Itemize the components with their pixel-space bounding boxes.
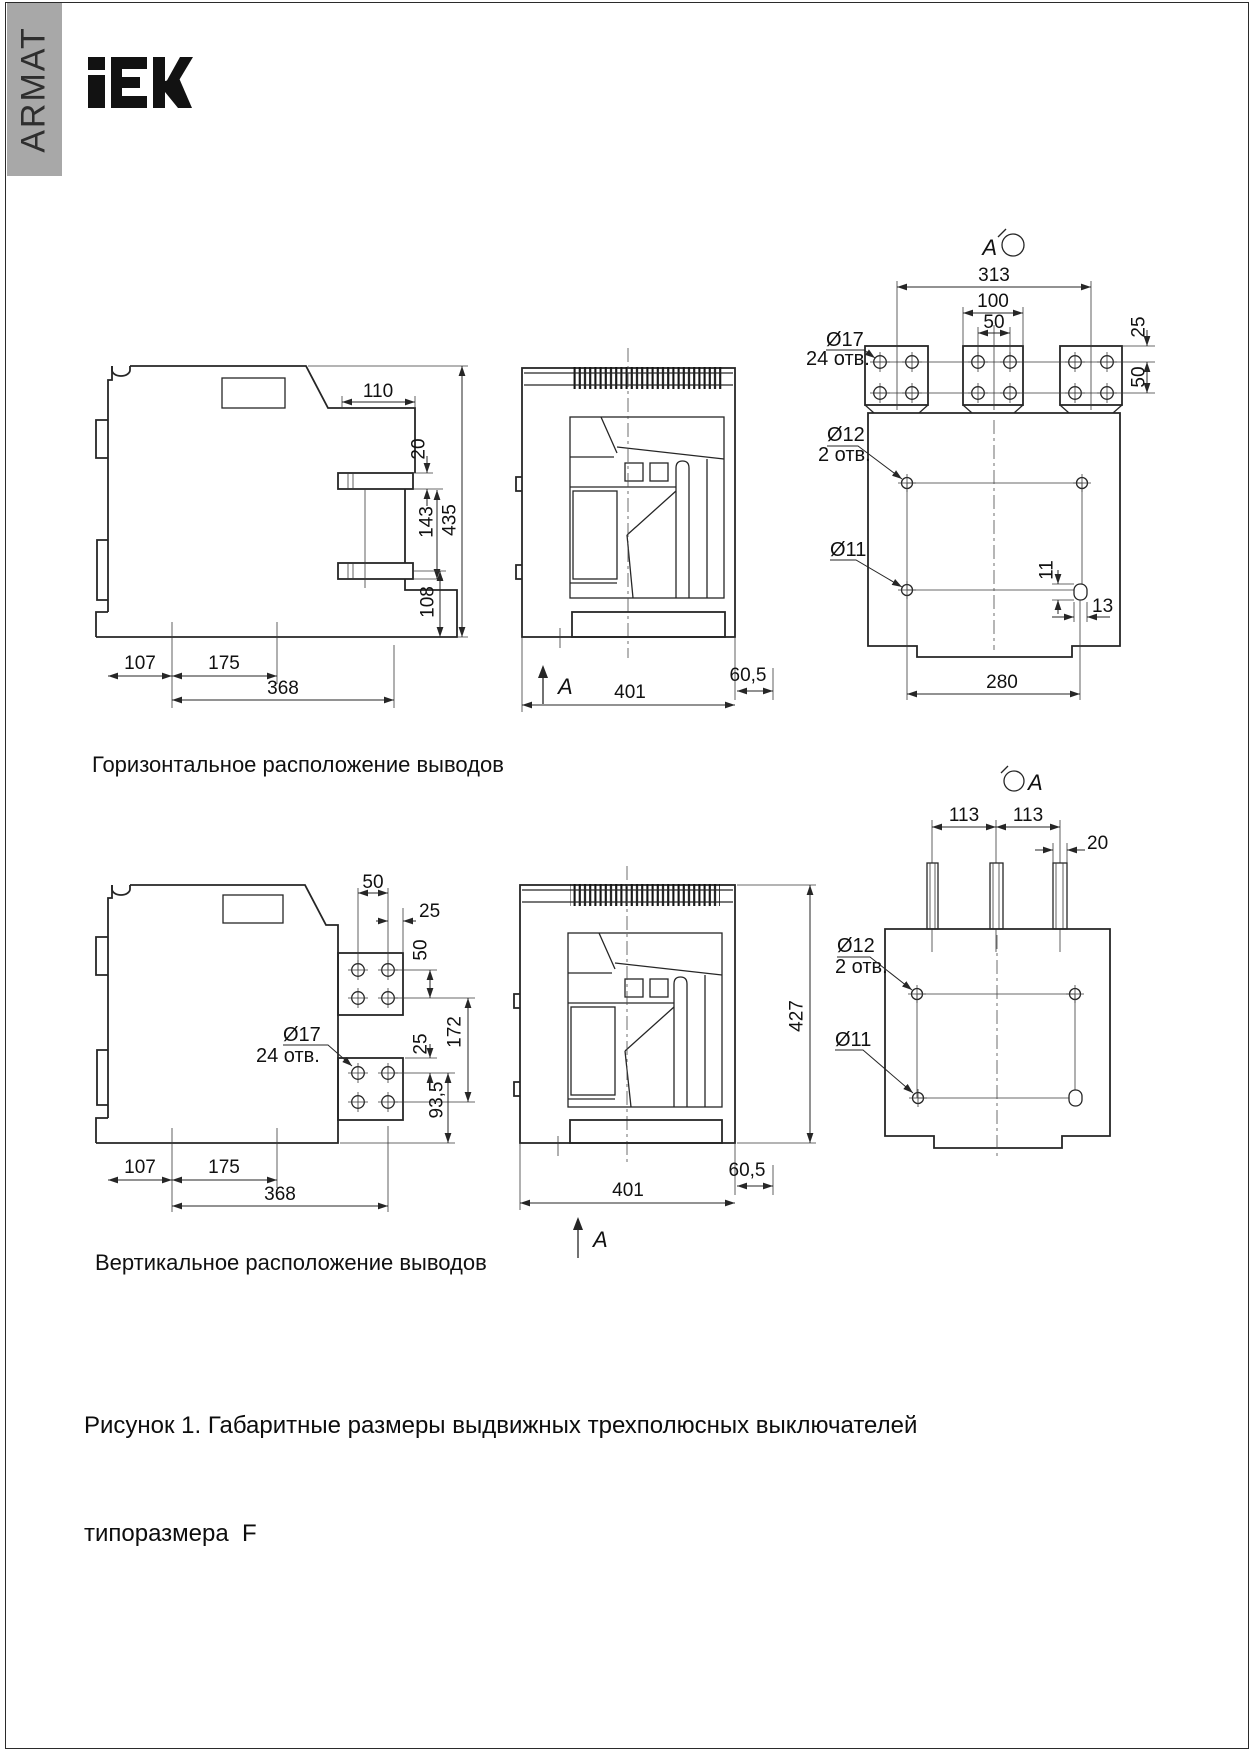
dim-20: 20 bbox=[408, 438, 430, 460]
oval-hole bbox=[1069, 1090, 1082, 1106]
dim-dia17-count: 24 отв. bbox=[806, 348, 870, 370]
caption-vertical-arrangement: Вертикальное расположение выводов bbox=[95, 1250, 487, 1275]
breaker-outline bbox=[96, 885, 403, 1143]
view-v-side bbox=[96, 872, 475, 1212]
dimensions bbox=[520, 885, 816, 1258]
view-h-top bbox=[806, 229, 1155, 700]
nameplate bbox=[223, 895, 283, 923]
dim-60-5: 60,5 bbox=[729, 665, 767, 686]
dim-dia12-count: 2 отв. bbox=[818, 444, 871, 466]
dim-113-b: 113 bbox=[1012, 805, 1044, 826]
front-panel-details bbox=[570, 417, 724, 598]
dim-175: 175 bbox=[208, 653, 240, 674]
terminal-tab bbox=[927, 863, 938, 929]
pedestal bbox=[572, 612, 725, 637]
view-a-marker bbox=[1001, 766, 1043, 795]
dim-50: 50 bbox=[983, 312, 1005, 333]
section-arrow bbox=[573, 1217, 583, 1230]
dim-dia12-count: 2 отв. bbox=[835, 956, 888, 978]
dim-435: 435 bbox=[439, 504, 461, 536]
dim-20: 20 bbox=[1087, 833, 1109, 854]
dim-401: 401 bbox=[614, 682, 646, 703]
view-a-label: A bbox=[1028, 770, 1043, 795]
terminal-pad bbox=[338, 953, 403, 1015]
dimensions bbox=[835, 935, 913, 1093]
dim-175: 175 bbox=[208, 1157, 240, 1178]
front-panel-details bbox=[568, 933, 722, 1107]
dim-107: 107 bbox=[124, 653, 156, 674]
figure-caption-line2: типоразмера F bbox=[84, 1520, 257, 1547]
view-a-label: A bbox=[982, 235, 997, 260]
dim-110: 110 bbox=[362, 381, 394, 402]
view-h-front bbox=[516, 348, 773, 712]
dim-11: 11 bbox=[1036, 560, 1058, 580]
dim-50-right: 50 bbox=[1128, 366, 1150, 388]
dim-107: 107 bbox=[124, 1157, 156, 1178]
dimensions bbox=[108, 872, 475, 1212]
dim-dia17: Ø17 bbox=[283, 1024, 321, 1046]
dim-113-a: 113 bbox=[948, 805, 980, 826]
view-v-top bbox=[835, 766, 1110, 1160]
dim-100: 100 bbox=[977, 291, 1009, 312]
caption-horizontal-arrangement: Горизонтальное расположение выводов bbox=[92, 752, 504, 777]
figure-caption-line1: Рисунок 1. Габаритные размеры выдвижных трехполюсных выключателей bbox=[84, 1412, 918, 1439]
dim-dia12: Ø12 bbox=[837, 935, 875, 957]
dim-25: 25 bbox=[419, 901, 441, 922]
dim-313: 313 bbox=[978, 265, 1010, 286]
section-label-a: A bbox=[593, 1227, 608, 1252]
view-h-side bbox=[96, 366, 468, 708]
dim-13: 13 bbox=[1092, 596, 1114, 617]
brand-banner-label: ARMAT bbox=[15, 26, 54, 153]
terminal-pad bbox=[338, 1058, 403, 1120]
terminal-tab bbox=[990, 863, 1003, 929]
oval-hole bbox=[1074, 584, 1087, 600]
dim-60-5: 60,5 bbox=[728, 1160, 766, 1181]
dim-108: 108 bbox=[417, 586, 439, 618]
nameplate bbox=[222, 378, 285, 408]
dim-93-5: 93,5 bbox=[426, 1081, 448, 1119]
dim-172: 172 bbox=[444, 1016, 466, 1048]
pedestal bbox=[570, 1120, 722, 1143]
section-label-a: A bbox=[558, 674, 573, 699]
dim-427: 427 bbox=[786, 1000, 808, 1032]
dim-25: 25 bbox=[1128, 316, 1150, 338]
dim-280: 280 bbox=[986, 672, 1018, 693]
dim-dia17-count: 24 отв. bbox=[256, 1045, 320, 1067]
dim-dia17: Ø17 bbox=[826, 329, 864, 351]
dimensions bbox=[522, 637, 773, 712]
dimensions-top bbox=[932, 805, 1108, 863]
breaker-outline bbox=[96, 366, 457, 637]
dim-401: 401 bbox=[612, 1180, 644, 1201]
vent-grille bbox=[572, 367, 722, 389]
dim-dia11: Ø11 bbox=[835, 1029, 872, 1051]
dim-143: 143 bbox=[416, 506, 438, 538]
view-v-front bbox=[514, 866, 816, 1258]
section-arrow bbox=[538, 665, 548, 678]
dim-dia11: Ø11 bbox=[830, 539, 867, 561]
dim-25-lower: 25 bbox=[410, 1033, 432, 1055]
dim-50-right: 50 bbox=[410, 939, 432, 961]
dim-50: 50 bbox=[362, 872, 384, 893]
dim-368: 368 bbox=[264, 1184, 296, 1205]
dimensions bbox=[108, 366, 468, 708]
dim-dia12: Ø12 bbox=[827, 424, 865, 446]
vent-grille bbox=[570, 884, 720, 906]
view-a-marker bbox=[980, 229, 1024, 260]
terminal-tab bbox=[1053, 863, 1067, 929]
dim-368: 368 bbox=[267, 678, 299, 699]
